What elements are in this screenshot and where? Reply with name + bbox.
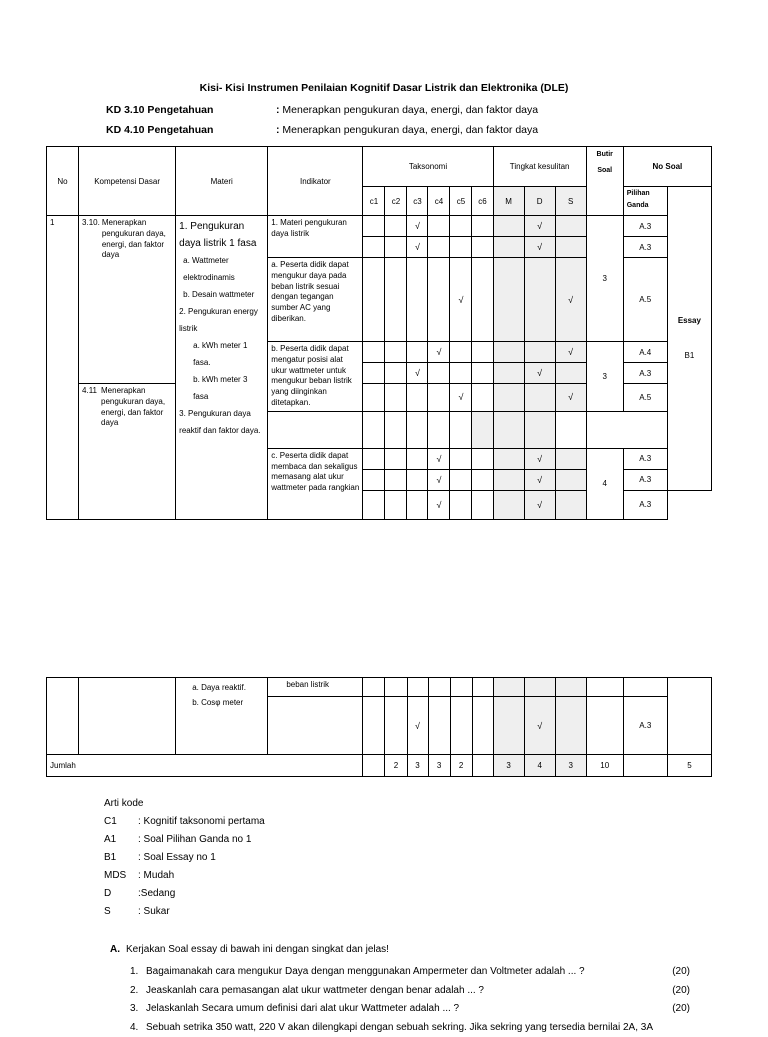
jumlah-c1 (363, 755, 385, 777)
kd-cell-2 (79, 384, 176, 520)
kd-desc-1 (276, 104, 538, 116)
check-mark: √ (428, 490, 450, 519)
row-no-text: 1 (47, 216, 78, 231)
document-title: Kisi- Kisi Instrumen Penilaian Kognitif Dasar Listrik dan Elektronika (DLE) (0, 82, 768, 94)
legend-code: C1 (104, 813, 138, 831)
jumlah-c3: 3 (407, 755, 428, 777)
check-mark: √ (428, 448, 450, 469)
jumlah-s: 3 (555, 755, 586, 777)
legend-desc: : Kognitif taksonomi pertama (138, 813, 265, 831)
header-butir-line1: Butir (587, 147, 623, 163)
header-nosoal: No Soal (623, 147, 711, 187)
indikator-c-text: c. Peserta didik dapat membaca dan sekaligus memasang alat ukur wattmeter pada rangkian (268, 449, 362, 496)
header-butir-line2: Soal (587, 163, 623, 179)
check-mark: √ (407, 237, 428, 258)
question-text: Sebuah setrika 350 watt, 220 V akan dilengkapi dengan sebuah sekring. Jika sekring yang tersedia bernilai 2A, 3A (146, 1019, 690, 1037)
row-no (47, 216, 79, 520)
indikator-b (268, 342, 363, 412)
check-mark: √ (524, 216, 555, 237)
check-mark: √ (524, 237, 555, 258)
indikator-b-text: b. Peserta didik dapat mengatur posisi alat ukur wattmeter untuk mengukur beban listrik yang diinginkan ditetapkan. (268, 342, 362, 411)
legend-code: S (104, 903, 138, 921)
materi-3: 3. Pengukuran daya reaktif dan faktor daya. (179, 405, 264, 439)
jumlah-m: 3 (493, 755, 524, 777)
question-number: 2. (130, 982, 146, 1001)
question-text: Jelaskanlah Secara umum definisi dari alat ukur Wattmeter adalah ... ? (146, 1000, 668, 1019)
kd1-text: Menerapkan pengukuran daya, energi, dan faktor daya (102, 218, 172, 261)
check-mark: √ (450, 384, 472, 412)
check-mark: √ (524, 697, 555, 755)
header-c3: c3 (407, 187, 428, 216)
header-pilihan-ganda: Pilihan Ganda (623, 187, 667, 216)
legend-code: A1 (104, 831, 138, 849)
pg-value: A.3 (623, 363, 667, 384)
kd-line-2 (106, 124, 213, 136)
question-score: (20) (668, 982, 690, 1001)
legend-heading: Arti kode (104, 795, 265, 813)
pg-value: A.3 (623, 469, 667, 490)
header-essay: Essay (668, 316, 711, 325)
jumlah-label (47, 755, 363, 777)
indikator-c (268, 448, 363, 519)
indikator-1 (268, 216, 363, 258)
pg-value: A.5 (623, 384, 667, 412)
legend-code: MDS (104, 867, 138, 885)
kd-label: KD 3.10 Pengetahuan (106, 104, 213, 116)
jumlah-d: 4 (524, 755, 555, 777)
butir-1: 3 (586, 216, 623, 342)
pg-value: A.3 (623, 216, 667, 237)
header-c4: c4 (428, 187, 450, 216)
jumlah-c4: 3 (428, 755, 450, 777)
check-mark: √ (428, 342, 450, 363)
section-instruction: Kerjakan Soal essay di bawah ini dengan singkat dan jelas! (126, 944, 389, 955)
indikator-a-text: a. Peserta didik dapat mengukur daya pada beban listrik sesuai dengan tegangan sumber AC yang diberikan. (268, 258, 362, 327)
materi-2: 2. Pengukuran energy listrik (179, 303, 264, 337)
check-mark: √ (407, 697, 428, 755)
indikator-continued (268, 678, 363, 697)
kd-text: Menerapkan pengukuran daya, energi, dan faktor daya (280, 124, 539, 136)
kd2-text: Menerapkan pengukuran daya, energi, dan faktor daya (101, 386, 172, 429)
header-s: S (555, 187, 586, 216)
materi-cell (176, 216, 268, 520)
pg-value: A.3 (623, 448, 667, 469)
header-c2: c2 (385, 187, 407, 216)
legend-item (104, 867, 265, 885)
jumlah-label-text: Jumlah (47, 761, 362, 770)
header-kompetensi: Kompetensi Dasar (79, 147, 176, 216)
kd-desc-2 (276, 124, 538, 136)
legend (104, 795, 265, 921)
butir-2: 3 (586, 342, 623, 412)
question-number: 1. (130, 963, 146, 982)
jumlah-butir: 10 (586, 755, 623, 777)
materi-2a: a. kWh meter 1 fasa. (179, 337, 264, 371)
check-mark: √ (428, 469, 450, 490)
kd1-number: 3.10. (82, 218, 100, 261)
question-item (130, 1019, 690, 1037)
legend-desc: : Soal Pilihan Ganda no 1 (138, 831, 251, 849)
legend-item (104, 831, 265, 849)
kd-cell-1 (79, 216, 176, 384)
legend-desc: : Mudah (138, 867, 174, 885)
header-c1: c1 (363, 187, 385, 216)
indikator-a (268, 258, 363, 342)
check-mark: √ (450, 258, 472, 342)
pg-value: A.3 (623, 490, 667, 519)
header-materi: Materi (176, 147, 268, 216)
legend-desc: : Sukar (138, 903, 170, 921)
header-indikator: Indikator (268, 147, 363, 216)
indikator-1-text: 1. Materi pengukuran daya listrik (268, 216, 362, 242)
legend-item (104, 813, 265, 831)
question-score: (20) (668, 963, 690, 982)
question-item (130, 982, 690, 1001)
jumlah-c5: 2 (450, 755, 472, 777)
header-butir (586, 147, 623, 216)
check-mark: √ (407, 216, 428, 237)
question-text: Jeaskanlah cara pemasangan alat ukur wattmeter dengan benar adalah ... ? (146, 982, 668, 1001)
legend-item (104, 885, 265, 903)
header-taksonomi: Taksonomi (363, 147, 493, 187)
kd2-number: 4.11 (82, 386, 97, 429)
header-d: D (524, 187, 555, 216)
materi-1b: b. Desain wattmeter (179, 286, 264, 303)
check-mark: √ (524, 363, 555, 384)
essay-column (667, 187, 711, 491)
question-item (130, 1000, 690, 1019)
question-number: 4. (130, 1019, 146, 1037)
header-tingkat: Tingkat kesulitan (493, 147, 586, 187)
indikator-continued-text: beban listrik (268, 678, 362, 693)
materi-1a: a. Wattmeter elektrodinamis (179, 252, 264, 286)
check-mark: √ (524, 469, 555, 490)
jumlah-c2: 2 (385, 755, 407, 777)
question-list (130, 963, 690, 1037)
pg-value: A.5 (623, 258, 667, 342)
butir-3: 4 (586, 448, 623, 519)
essay-instruction (110, 944, 389, 955)
header-no: No (47, 147, 79, 216)
materi-2b: b. kWh meter 3 fasa (179, 371, 264, 405)
kd-text: Menerapkan pengukuran daya, energi, dan faktor daya (280, 104, 539, 116)
legend-item (104, 849, 265, 867)
materi-1: 1. Pengukuran daya listrik 1 fasa (179, 218, 264, 252)
question-text: Bagaimanakah cara mengukur Daya dengan menggunakan Ampermeter dan Voltmeter adalah ... ? (146, 963, 668, 982)
kd-sep: : (276, 124, 280, 136)
legend-item (104, 903, 265, 921)
jumlah-c6 (472, 755, 493, 777)
question-item (130, 963, 690, 982)
pg-value: A.3 (623, 237, 667, 258)
materi-3b: b. Cosφ meter (192, 695, 264, 710)
question-number: 3. (130, 1000, 146, 1019)
pg-value: A.4 (623, 342, 667, 363)
essay-number: B1 (668, 351, 711, 360)
kd-sep: : (276, 104, 280, 116)
legend-desc: :Sedang (138, 885, 175, 903)
materi-continued (176, 678, 268, 755)
check-mark: √ (555, 258, 586, 342)
check-mark: √ (407, 363, 428, 384)
header-c6: c6 (472, 187, 493, 216)
section-letter: A. (110, 944, 126, 955)
pg-value: A.3 (623, 697, 667, 755)
kd-label: KD 4.10 Pengetahuan (106, 124, 213, 136)
check-mark: √ (524, 490, 555, 519)
materi-3a: a. Daya reaktif. (192, 680, 264, 695)
kd-line-1 (106, 104, 213, 116)
check-mark: √ (524, 448, 555, 469)
kisi-table (46, 146, 712, 520)
legend-code: D (104, 885, 138, 903)
question-score: (20) (668, 1000, 690, 1019)
check-mark: √ (555, 384, 586, 412)
header-c5: c5 (450, 187, 472, 216)
check-mark: √ (555, 342, 586, 363)
jumlah-nosoal: 5 (667, 755, 711, 777)
header-m: M (493, 187, 524, 216)
legend-code: B1 (104, 849, 138, 867)
kisi-table-continued (46, 677, 712, 777)
legend-desc: : Soal Essay no 1 (138, 849, 216, 867)
